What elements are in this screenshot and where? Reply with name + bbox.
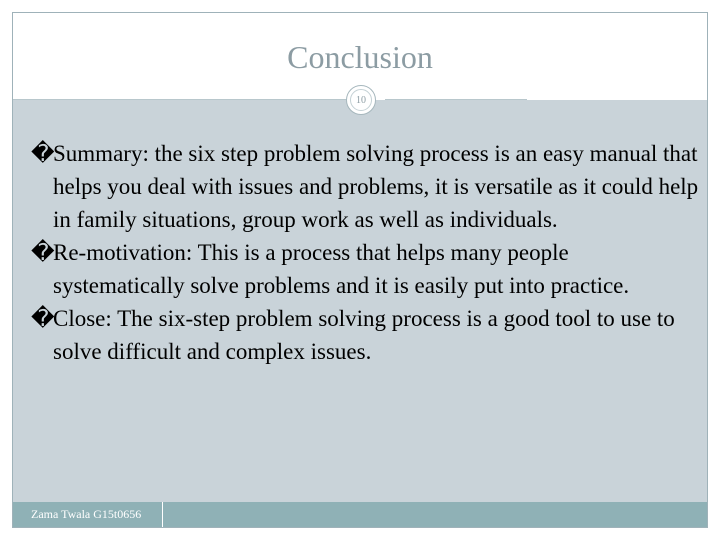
- content-area: [13, 100, 707, 502]
- bullet-marker-icon: �: [31, 240, 55, 265]
- bullet-close: [31, 302, 701, 368]
- bullet-marker-icon: �: [31, 306, 55, 331]
- bullet-text: Re-motivation: This is a process that helps many people systematically solve problems and it is easily put into practice.: [53, 240, 630, 298]
- page-number: 10: [350, 89, 372, 111]
- bullet-list: [31, 137, 701, 368]
- slide-frame: [12, 12, 708, 528]
- bullet-re-motivation: [31, 236, 701, 302]
- page-number-badge: [346, 85, 376, 115]
- bullet-marker-icon: �: [31, 141, 55, 166]
- bullet-text: Close: The six-step problem solving process is a good tool to use to solve difficult and complex issues.: [53, 306, 675, 364]
- slide-title: Conclusion: [287, 39, 433, 75]
- bullet-summary: [31, 137, 701, 236]
- bullet-text: Summary: the six step problem solving process is an easy manual that helps you deal with issues and problems, it is versatile as it could help in family situations, group work as well as individuals.: [53, 141, 699, 232]
- footer-author: Zama Twala G15t0656: [13, 502, 163, 527]
- footer-bar: [13, 502, 707, 527]
